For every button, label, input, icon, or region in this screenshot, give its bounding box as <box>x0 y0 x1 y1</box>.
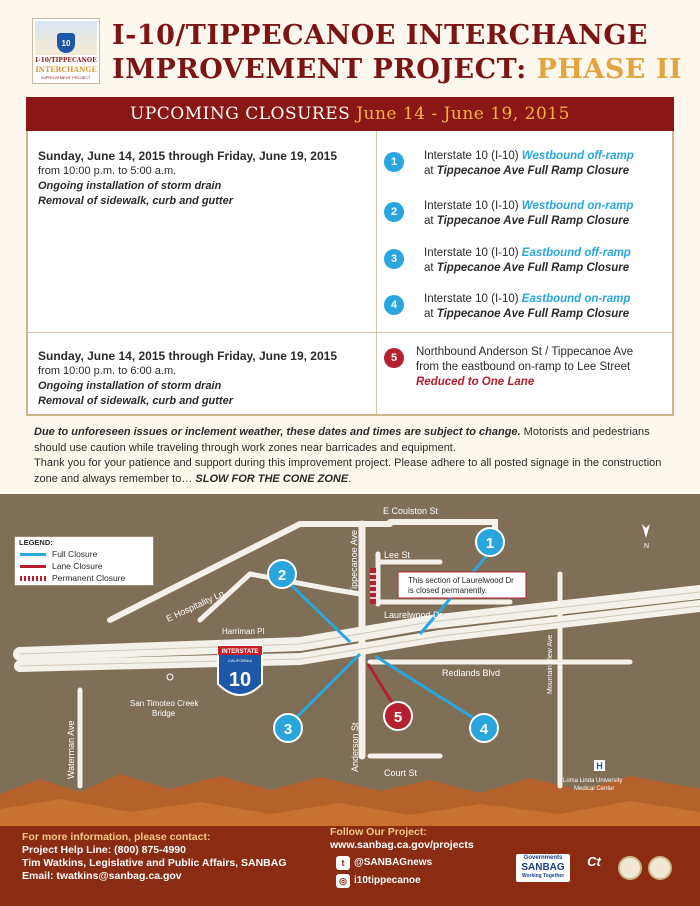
closure-road: Interstate 10 (I-10) <box>424 293 522 305</box>
label-waterman: Waterman Ave <box>66 720 76 779</box>
label-medical-1: Loma Linda University <box>563 778 623 784</box>
shield-state-label: CALIFORNIA <box>227 658 253 663</box>
closure-type: Reduced to One Lane <box>416 376 535 388</box>
interstate-10-shield-icon <box>218 646 262 695</box>
logo-line-3: IMPROVEMENT PROJECT <box>41 75 91 80</box>
closure-number-badge: 2 <box>384 202 404 222</box>
closure-road: Northbound Anderson St / Tippecanoe Ave <box>416 346 634 358</box>
legend-label-permanent: Permanent Closure <box>52 573 126 583</box>
closure-item-2 <box>384 199 674 235</box>
closures-table <box>26 131 674 416</box>
instagram-icon: ◎ <box>336 874 350 888</box>
legend-title: LEGEND: <box>19 538 53 547</box>
closures-banner <box>26 97 674 131</box>
sanbag-line-3: Working Together <box>521 873 565 879</box>
label-coulston: E Coulston St <box>383 506 439 516</box>
label-harriman: Harriman Pl <box>222 627 265 636</box>
closure-road: Interstate 10 (I-10) <box>424 150 522 162</box>
city-seal-icon <box>618 856 642 880</box>
county-seal-icon <box>648 856 672 880</box>
project-website-link[interactable]: www.sanbag.ca.gov/projects <box>330 839 474 851</box>
contact-email: Email: twatkins@sanbag.ca.gov <box>22 870 182 882</box>
closure-road: Interstate 10 (I-10) <box>424 247 522 259</box>
shield-top-label: INTERSTATE <box>221 649 259 655</box>
label-laurelwood: Laurelwood Dr <box>384 610 443 620</box>
closure-type: Tippecanoe Ave Full Ramp Closure <box>436 215 630 227</box>
closure-text <box>416 345 676 390</box>
logo-line-2: INTERCHANGE <box>35 65 97 74</box>
marker-label-3: 3 <box>283 721 293 738</box>
closure-road: Interstate 10 (I-10) <box>424 200 522 212</box>
phase-label: PHASE II <box>536 54 683 85</box>
twitter-link[interactable] <box>336 856 496 870</box>
project-logo <box>32 18 100 84</box>
legend-row-full <box>20 549 154 559</box>
instagram-link[interactable] <box>336 874 496 888</box>
sanbag-line-2: SANBAG <box>521 862 565 873</box>
closure-extent: from the eastbound on-ramp to Lee Street <box>416 361 631 373</box>
closure-item-4 <box>384 292 674 328</box>
callout-line-1: This section of Laurelwood Dr <box>408 576 514 585</box>
sanbag-line-1: Governments <box>523 855 563 861</box>
closure-ramp: Westbound off-ramp <box>521 150 634 162</box>
closure-at: at <box>424 262 437 274</box>
label-redlands: Redlands Blvd <box>442 668 501 678</box>
caltrans-logo: Ct <box>587 854 601 869</box>
marker-label-4: 4 <box>479 721 489 738</box>
closure-number-badge: 1 <box>384 152 404 172</box>
contact-person: Tim Watkins, Legislative and Public Affairs, SANBAG <box>22 857 287 869</box>
instagram-handle: i10tippecanoe <box>354 875 421 886</box>
closure-text <box>424 149 674 179</box>
follow-project <box>330 826 530 852</box>
label-tippecanoe: Tippecanoe Ave <box>349 529 359 594</box>
north-arrow-icon <box>642 524 650 538</box>
schedule-work: Ongoing installation of storm drain <box>38 380 222 392</box>
legend-swatch-lane <box>20 565 46 568</box>
bridge-pointer-icon <box>167 674 173 680</box>
legend-row-lane <box>20 561 154 571</box>
legend-swatch-permanent <box>20 576 46 581</box>
closure-item-1 <box>384 149 674 185</box>
closure-ramp: Eastbound on-ramp <box>521 293 631 305</box>
label-bridge-2: Bridge <box>152 709 176 718</box>
north-label: N <box>644 543 650 550</box>
closure-type: Tippecanoe Ave Full Ramp Closure <box>436 262 630 274</box>
marker-label-1: 1 <box>485 535 495 552</box>
label-bridge-1: San Timoteo Creek <box>130 699 199 708</box>
notice-warning: Due to unforeseen issues or inclement weather, these dates and times are subject to change. <box>34 426 521 438</box>
page-title-line-2 <box>112 54 682 85</box>
closure-at: at <box>424 165 437 177</box>
legend-row-permanent <box>20 573 154 583</box>
schedule-time: from 10:00 p.m. to 5:00 a.m. <box>38 165 177 177</box>
closure-at: at <box>424 215 437 227</box>
callout-line-2: is closed permanently. <box>408 586 487 595</box>
label-anderson: Anderson St <box>350 722 360 772</box>
hospital-letter: H <box>596 761 603 771</box>
banner-label: UPCOMING CLOSURES <box>130 104 357 124</box>
schedule-date: Sunday, June 14, 2015 through Friday, June 19, 2015 <box>38 349 337 363</box>
closure-at: at <box>424 308 437 320</box>
closure-type: Tippecanoe Ave Full Ramp Closure <box>436 308 630 320</box>
schedule-date: Sunday, June 14, 2015 through Friday, June 19, 2015 <box>38 149 337 163</box>
banner-dates: June 14 - June 19, 2015 <box>356 104 570 124</box>
closure-number-badge: 3 <box>384 249 404 269</box>
closure-text <box>424 199 674 229</box>
logo-line-1: I-10/TIPPECANOE <box>35 57 97 64</box>
closure-item-3 <box>384 246 674 282</box>
legend-swatch-full <box>20 553 46 556</box>
closure-ramp: Westbound on-ramp <box>521 200 634 212</box>
closure-number-badge: 5 <box>384 348 404 368</box>
interstate-shield-icon: 10 <box>57 33 75 53</box>
help-line: Project Help Line: (800) 875-4990 <box>22 844 186 856</box>
shield-number: 10 <box>228 669 252 691</box>
label-mountain-view: Mountain View Ave <box>547 634 554 694</box>
notice-caution: Motorists and pedestrians should use caution while traveling through work zones near barricades and equipment. <box>34 426 650 454</box>
schedule-work: Removal of sidewalk, curb and gutter <box>38 195 233 207</box>
closure-type: Tippecanoe Ave Full Ramp Closure <box>436 165 630 177</box>
header <box>0 0 700 100</box>
contact-heading: For more information, please contact: <box>22 831 211 843</box>
column-divider <box>376 131 377 414</box>
closure-number-badge: 4 <box>384 295 404 315</box>
closure-text <box>424 246 674 276</box>
contact-info <box>22 831 322 883</box>
closure-item-5 <box>384 345 674 395</box>
schedule-time: from 10:00 p.m. to 6:00 a.m. <box>38 365 177 377</box>
closure-text <box>424 292 674 322</box>
twitter-handle: @SANBAGnews <box>354 857 433 868</box>
label-court: Court St <box>384 768 418 778</box>
schedule-work: Ongoing installation of storm drain <box>38 180 222 192</box>
schedule-work: Removal of sidewalk, curb and gutter <box>38 395 233 407</box>
twitter-icon: t <box>336 856 350 870</box>
label-medical-2: Medical Center <box>574 786 615 792</box>
sanbag-logo <box>516 854 570 882</box>
label-lee: Lee St <box>384 550 411 560</box>
follow-heading: Follow Our Project: <box>330 826 427 838</box>
row-divider <box>28 332 672 333</box>
marker-label-5: 5 <box>393 709 403 726</box>
map-legend <box>14 536 154 586</box>
schedule-2 <box>38 349 370 409</box>
title-prefix: IMPROVEMENT PROJECT: <box>112 54 537 85</box>
notice-end: . <box>348 472 352 485</box>
closure-ramp: Eastbound off-ramp <box>521 247 631 259</box>
label-hospitality: E Hospitality Ln <box>164 588 226 624</box>
legend-label-full: Full Closure <box>52 549 98 559</box>
legend-label-lane: Lane Closure <box>52 561 103 571</box>
notice-text <box>34 425 666 487</box>
marker-label-2: 2 <box>277 567 287 584</box>
page-title-line-1: I-10/TIPPECANOE INTERCHANGE <box>112 20 648 51</box>
schedule-1 <box>38 149 370 209</box>
notice-thanks: Thank you for your patience and support during this improvement project. Please adhere to all posted signage in the construction zone and always remember to… <box>34 457 662 485</box>
notice-slogan: SLOW FOR THE CONE ZONE <box>195 472 349 485</box>
